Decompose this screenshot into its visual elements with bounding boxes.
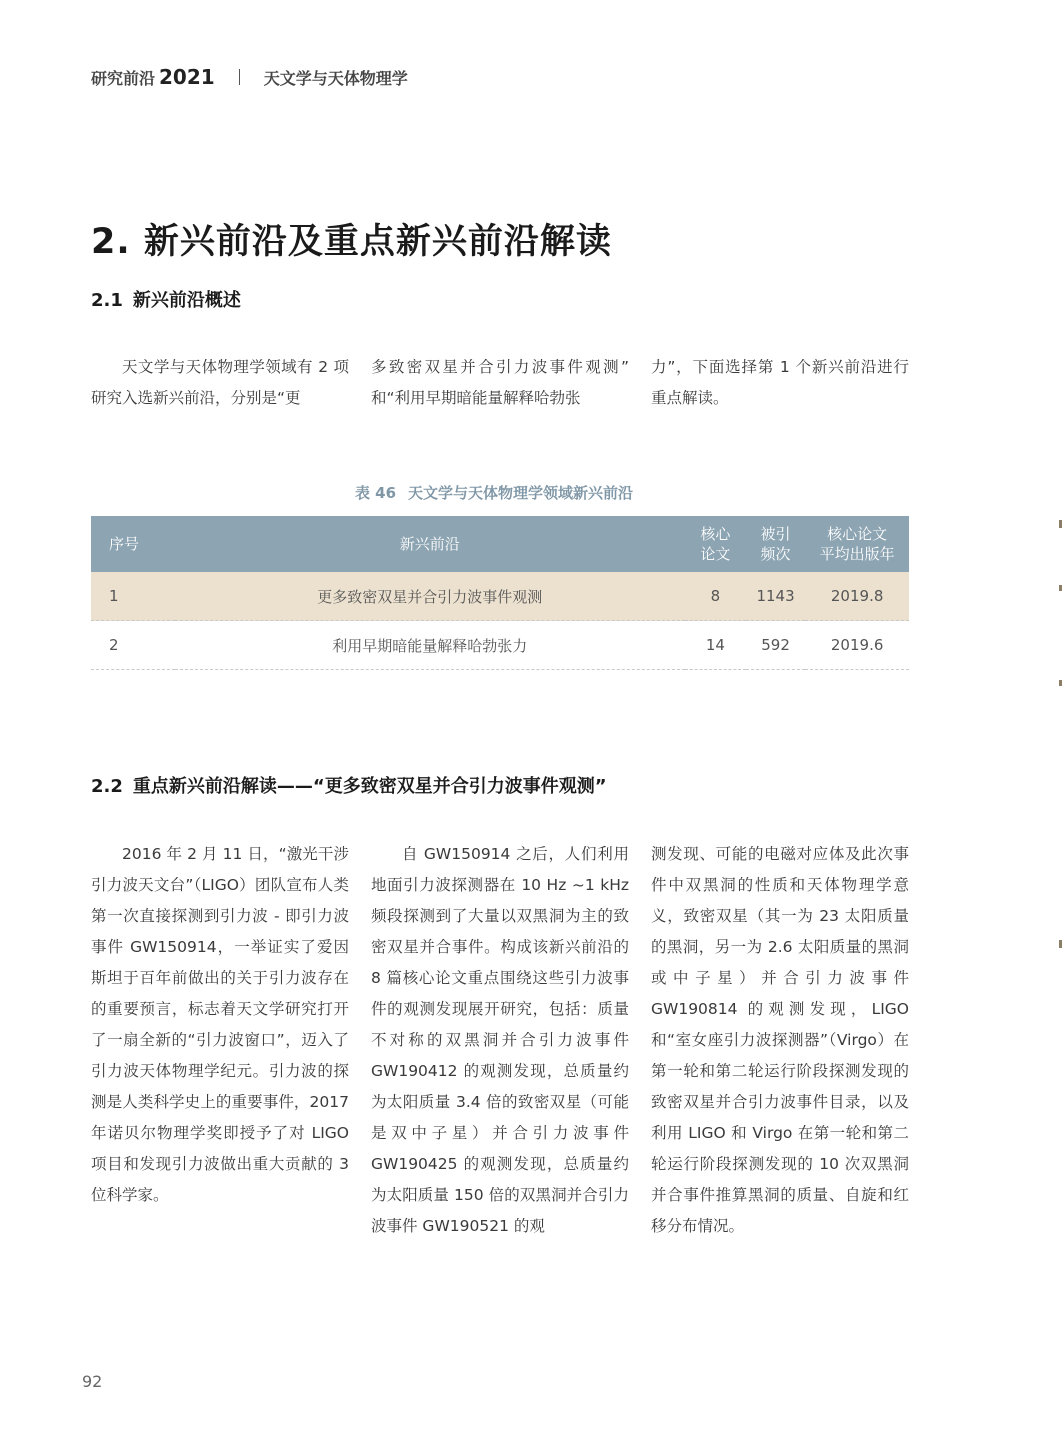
paragraph: 多致密双星并合引力波事件观测” 和“利用早期暗能量解释哈勃张 (371, 358, 629, 407)
table-title: 天文学与天体物理学领域新兴前沿 (408, 484, 634, 502)
header-line: 平均出版年 (819, 545, 895, 563)
header-core-papers (685, 516, 746, 572)
interpretation-column-3 (651, 839, 909, 1242)
page-number: 92 (82, 1372, 103, 1391)
cell-mean-year: 2019.8 (805, 572, 909, 621)
header-line: 论文 (700, 545, 731, 563)
table-row (91, 572, 909, 621)
interpretation-column-2 (371, 839, 629, 1242)
header-line: 频次 (760, 545, 791, 563)
section-title: 2. 新兴前沿及重点新兴前沿解读 (91, 222, 612, 262)
cell-core-papers: 14 (685, 621, 746, 670)
subsection-number: 2.2 (91, 776, 123, 797)
emerging-fronts-table (91, 516, 909, 670)
table-header-row (91, 516, 909, 572)
interpretation-column-1 (91, 839, 349, 1242)
paragraph: 测发现、可能的电磁对应体及此次事件中双黑洞的性质和天体物理学意义，致密双星（其一为 23 太阳质量的黑洞，另一为 2.6 太阳质量的黑洞或中子星）并合引力波事件 GW190814 的观测发现，LIGO 和“室女座引力波探测器”（Virgo）在第一轮和第二轮运行阶段探测发现的致密双星并合引力波事件目录，以及利用 LIGO 和 Virgo 在第一轮和第二轮运行阶段探测发现的 10 次双黑洞并合事件推算黑洞的质量、自旋和红移分布情况。 (651, 845, 909, 1235)
paragraph: 力”，下面选择第 1 个新兴前沿进行重点解读。 (651, 358, 909, 407)
paragraph: 2016 年 2 月 11 日，“激光干涉引力波天文台”（LIGO）团队宣布人类第一次直接探测到引力波 - 即引力波事件 GW150914，一举证实了爱因斯坦于百年前做出的关于引力波存在的重要预言，标志着天文学研究打开了一扇全新的“引力波窗口”，迈入了引力波天体物理学纪元。引力波的探测是人类科学史上的重要事件，2017 年诺贝尔物理学奖即授予了对 LIGO 项目和发现引力波做出重大贡献的 3 位科学家。 (91, 845, 349, 1204)
header-seq: 序号 (91, 516, 175, 572)
header-front: 新兴前沿 (175, 516, 685, 572)
overview-column-1 (91, 352, 349, 414)
running-header (91, 64, 408, 90)
table-caption (91, 482, 909, 503)
overview-column-3 (651, 352, 909, 414)
subsection-2-2-heading (91, 772, 607, 798)
cell-mean-year: 2019.6 (805, 621, 909, 670)
cell-core-papers: 8 (685, 572, 746, 621)
field-name: 天文学与天体物理学 (263, 68, 408, 88)
publication-year: 2021 (159, 65, 215, 89)
header-line: 核心论文 (827, 525, 888, 543)
cell-front: 利用早期暗能量解释哈勃张力 (175, 621, 685, 670)
subsection-2-1-heading (91, 286, 241, 312)
subsection-number: 2.1 (91, 290, 123, 311)
paragraph: 自 GW150914 之后，人们利用地面引力波探测器在 10 Hz ~1 kHz 频段探测到了大量以双黑洞为主的致密双星并合事件。构成该新兴前沿的 8 篇核心论文重点围绕这些引力波事件的观测发现展开研究，包括：质量不对称的双黑洞并合引力波事件 GW190412 的观测发现，总质量约为太阳质量 3.4 倍的致密双星（可能是双中子星）并合引力波事件 GW190425 的观测发现，总质量约为太阳质量 150 倍的双黑洞并合引力波事件 GW190521 的观 (371, 845, 629, 1235)
header-mean-year (805, 516, 909, 572)
overview-column-2 (371, 352, 629, 414)
subsection-title: 重点新兴前沿解读——“更多致密双星并合引力波事件观测” (132, 776, 607, 797)
header-line: 被引 (760, 525, 791, 543)
cell-seq: 2 (91, 621, 175, 670)
overview-text (91, 352, 909, 414)
table-number: 表 46 (354, 484, 397, 502)
header-divider (239, 69, 240, 85)
cell-seq: 1 (91, 572, 175, 621)
cell-front: 更多致密双星并合引力波事件观测 (175, 572, 685, 621)
cell-citations: 592 (746, 621, 805, 670)
interpretation-text (91, 839, 909, 1242)
header-citations (746, 516, 805, 572)
table-row (91, 621, 909, 670)
paragraph: 天文学与天体物理学领域有 2 项研究入选新兴前沿，分别是“更 (91, 358, 349, 407)
header-line: 核心 (700, 525, 731, 543)
publication-name: 研究前沿 (91, 68, 156, 88)
cell-citations: 1143 (746, 572, 805, 621)
subsection-title: 新兴前沿概述 (132, 290, 241, 311)
